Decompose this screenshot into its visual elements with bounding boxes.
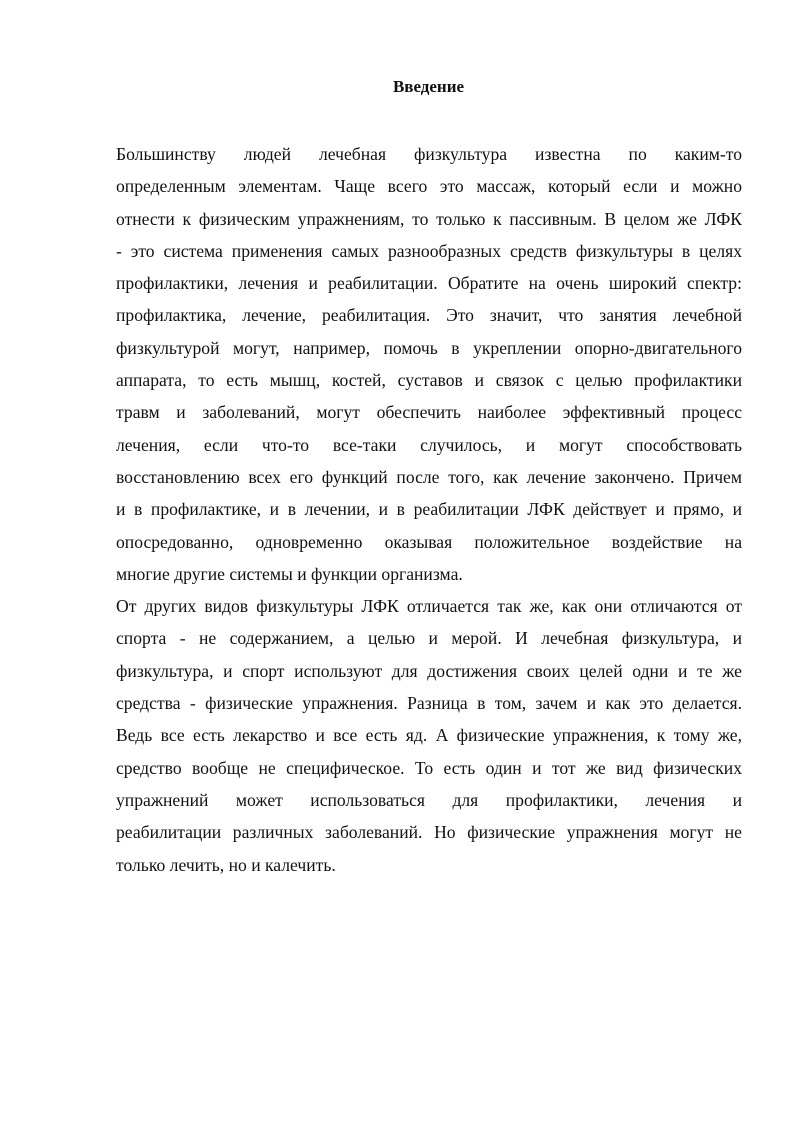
text-line: восстановлению всех его функций после того, как лечение закончено. Причем: [116, 466, 742, 487]
document-body: [116, 138, 742, 881]
text-line: От других видов физкультуры ЛФК отличается так же, как они отличаются от: [116, 596, 742, 617]
text-line: многие другие системы и функции организма.: [116, 563, 463, 584]
text-line: спорта - не содержанием, а целью и мерой. И лечебная физкультура, и: [116, 628, 742, 649]
text-line: средства - физические упражнения. Разница в том, зачем и как это делается.: [116, 693, 742, 714]
text-line: определенным элементам. Чаще всего это массаж, который если и можно: [116, 176, 742, 197]
paragraph: [116, 590, 742, 881]
document-title: Введение: [392, 77, 465, 96]
text-line: Большинству людей лечебная физкультура известна по каким-то: [116, 144, 742, 164]
text-line: Ведь все есть лекарство и все есть яд. А физические упражнения, к тому же,: [116, 725, 742, 746]
text-line: физкультура, и спорт используют для достижения своих целей одни и те же: [116, 660, 742, 681]
paragraph: [116, 138, 742, 590]
text-line: упражнений может использоваться для профилактики, лечения и: [116, 789, 742, 810]
text-line: опосредованно, одновременно оказывая положительное воздействие на: [116, 531, 742, 552]
text-line: физкультурой могут, например, помочь в укреплении опорно-двигательного: [116, 337, 742, 358]
text-line: только лечить, но и калечить.: [116, 854, 336, 875]
text-line: - это система применения самых разнообразных средств физкультуры в целях: [116, 240, 742, 261]
text-line: реабилитации различных заболеваний. Но физические упражнения могут не: [116, 822, 742, 843]
text-line: отнести к физическим упражнениям, то только к пассивным. В целом же ЛФК: [116, 208, 742, 229]
text-line: профилактика, лечение, реабилитация. Это значит, что занятия лечебной: [116, 305, 742, 326]
text-line: травм и заболеваний, могут обеспечить наиболее эффективный процесс: [116, 402, 742, 423]
text-line: средство вообще не специфическое. То есть один и тот же вид физических: [116, 757, 742, 778]
text-line: и в профилактике, и в лечении, и в реабилитации ЛФК действует и прямо, и: [116, 499, 742, 520]
text-line: лечения, если что-то все-таки случилось, и могут способствовать: [116, 434, 742, 455]
text-line: аппарата, то есть мышц, костей, суставов и связок с целью профилактики: [116, 370, 742, 391]
text-line: профилактики, лечения и реабилитации. Обратите на очень широкий спектр:: [116, 273, 742, 294]
